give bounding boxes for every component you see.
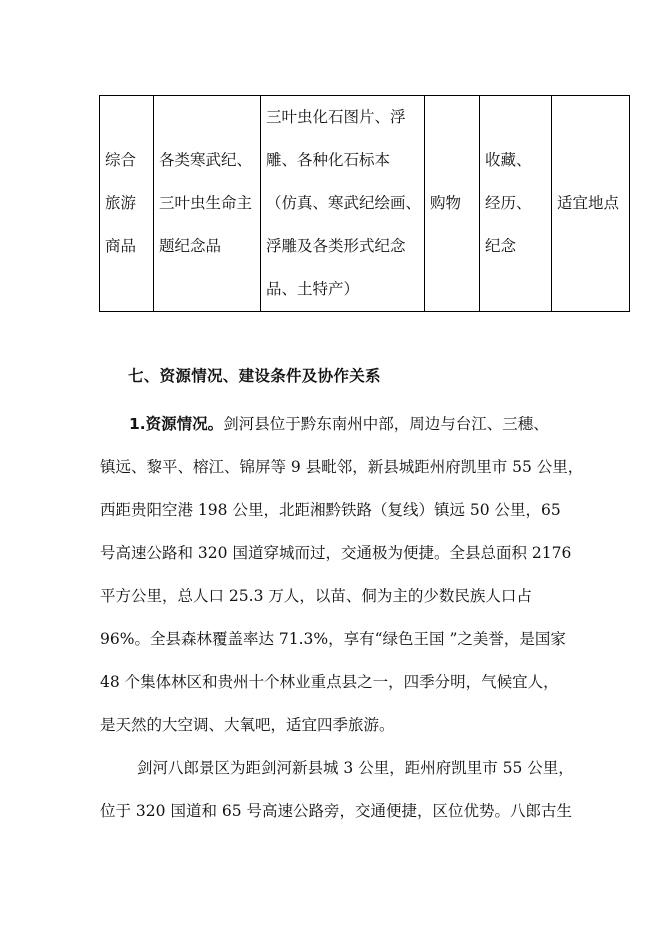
cell-line: 三叶虫生命主 [159, 194, 253, 212]
paragraph-line: 位于 320 国道和 65 号高速公路旁，交通便捷，区位优势。八郎古生 [100, 802, 573, 820]
cell-line: 三叶虫化石图片、浮 [266, 108, 406, 126]
paragraph-text: 剑河县位于黔东南州中部，周边与台江、三穗、 [223, 415, 549, 433]
cell-line: 综合 [105, 151, 137, 169]
cell-line: 购物 [430, 194, 462, 212]
activity-cell [425, 96, 480, 312]
paragraph-line: 平方公里，总人口 25.3 万人，以苗、侗为主的少数民族人口占 [100, 587, 532, 605]
tourism-products-table [99, 95, 630, 312]
location-cell [552, 96, 630, 312]
cell-line: 各类寒武纪、 [159, 151, 253, 169]
cell-line: 题纪念品 [159, 237, 222, 255]
paragraph-line [100, 403, 570, 446]
cell-line: 商品 [105, 237, 137, 255]
section-heading: 七、资源情况、建设条件及协作关系 [128, 367, 381, 385]
cell-line: （仿真、寒武纪绘画、 [266, 194, 422, 212]
paragraph-lead: 1.资源情况。 [129, 415, 224, 433]
paragraph-line: 镇远、黎平、榕江、锦屏等 9 县毗邻，新县城距州府凯里市 55 公里， [100, 458, 584, 476]
cell-line: 经历、 [485, 194, 532, 212]
scenic-area-paragraph [100, 747, 574, 833]
cell-line: 品、土特产） [266, 280, 360, 298]
paragraph-line: 48 个集体林区和贵州十个林业重点县之一，四季分明，气候宜人， [100, 673, 559, 691]
cell-line: 浮雕及各类形式纪念 [266, 237, 406, 255]
cell-line: 旅游 [105, 194, 137, 212]
paragraph-line: 号高速公路和 320 国道穿城而过，交通极为便捷。全县总面积 2176 [100, 544, 572, 562]
table-row [100, 96, 630, 312]
paragraph-line: 剑河八郎景区为距剑河新县城 3 公里，距州府凯里市 55 公里， [137, 759, 574, 777]
cell-line: 适宜地点 [557, 194, 620, 212]
cell-line: 雕、各种化石标本 [266, 151, 391, 169]
cell-line: 收藏、 [485, 151, 532, 169]
category-cell [100, 96, 154, 312]
product-cell [154, 96, 261, 312]
paragraph-line: 96%。全县森林覆盖率达 71.3%，享有“绿色王国 ”之美誉，是国家 [100, 630, 566, 648]
content-cell [261, 96, 425, 312]
resource-paragraph [100, 403, 584, 747]
cell-line: 纪念 [485, 237, 517, 255]
purpose-cell [480, 96, 552, 312]
paragraph-line: 西距贵阳空港 198 公里，北距湘黔铁路（复线）镇远 50 公里，65 [100, 501, 561, 519]
paragraph-line: 是天然的大空调、大氧吧，适宜四季旅游。 [100, 716, 395, 734]
